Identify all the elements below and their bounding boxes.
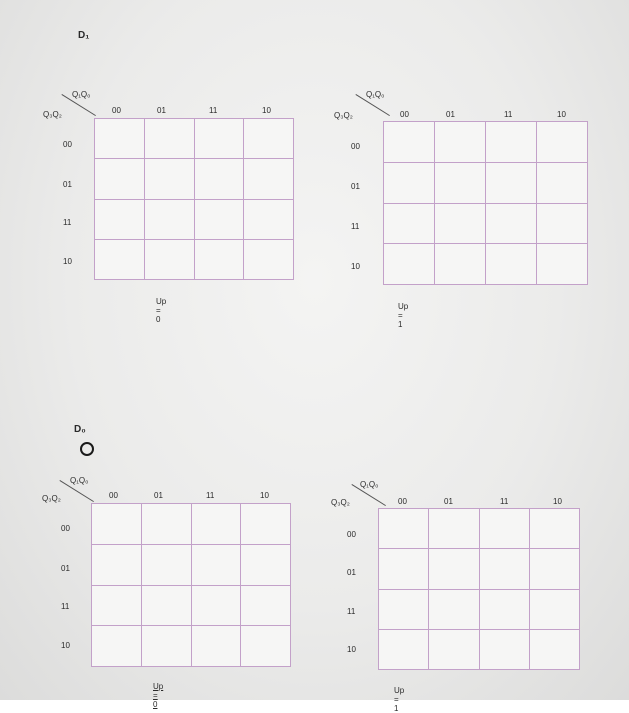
kmap-grid bbox=[91, 503, 291, 667]
kmap-cell[interactable] bbox=[191, 544, 241, 585]
col-label: 01 bbox=[446, 110, 455, 119]
col-label: 00 bbox=[398, 497, 407, 506]
kmap-cell[interactable] bbox=[194, 239, 244, 279]
kmap-cell[interactable] bbox=[92, 504, 142, 545]
kmap-cell[interactable] bbox=[435, 162, 486, 203]
up-value-label: Up = 0 bbox=[153, 682, 164, 709]
kmap-cell[interactable] bbox=[379, 509, 429, 549]
kmap-cell[interactable] bbox=[379, 549, 429, 589]
row-label: 10 bbox=[351, 262, 360, 271]
row-label: 00 bbox=[347, 530, 356, 539]
handwritten-circle-mark bbox=[80, 442, 94, 456]
row-label: 01 bbox=[63, 180, 72, 189]
col-label: 01 bbox=[444, 497, 453, 506]
kmap-cell[interactable] bbox=[241, 504, 291, 545]
col-label: 10 bbox=[557, 110, 566, 119]
kmap-corner-left-label: Q₃Q₂ bbox=[334, 111, 353, 120]
kmap-grid bbox=[378, 508, 580, 670]
kmap-cell[interactable] bbox=[435, 244, 486, 285]
kmap-cell[interactable] bbox=[95, 199, 145, 239]
kmap-cell[interactable] bbox=[479, 549, 529, 589]
col-label: 11 bbox=[500, 497, 509, 506]
kmap-corner-left-label: Q₃Q₂ bbox=[331, 498, 350, 507]
row-label: 01 bbox=[351, 182, 360, 191]
col-label: 11 bbox=[206, 491, 215, 500]
kmap-cell[interactable] bbox=[537, 122, 588, 163]
col-label: 01 bbox=[154, 491, 163, 500]
kmap-cell[interactable] bbox=[486, 122, 537, 163]
kmap-cell[interactable] bbox=[194, 119, 244, 159]
kmap-cell[interactable] bbox=[144, 119, 194, 159]
kmap-cell[interactable] bbox=[244, 119, 294, 159]
col-label: 00 bbox=[112, 106, 121, 115]
col-label: 10 bbox=[262, 106, 271, 115]
kmap-cell[interactable] bbox=[479, 509, 529, 549]
kmap-grid bbox=[94, 118, 294, 280]
kmap-cell[interactable] bbox=[529, 629, 579, 669]
kmap-cell[interactable] bbox=[144, 199, 194, 239]
kmap-cell[interactable] bbox=[144, 239, 194, 279]
kmap-corner-top-label: Q₁Q₀ bbox=[360, 480, 379, 489]
kmap-cell[interactable] bbox=[384, 203, 435, 244]
kmap-cell[interactable] bbox=[429, 629, 479, 669]
row-label: 11 bbox=[61, 602, 70, 611]
kmap-cell[interactable] bbox=[141, 544, 191, 585]
kmap-cell[interactable] bbox=[529, 589, 579, 629]
kmap-cell[interactable] bbox=[95, 119, 145, 159]
col-label: 00 bbox=[109, 491, 118, 500]
d1-title: D₁ bbox=[78, 30, 90, 41]
row-label: 11 bbox=[347, 607, 356, 616]
kmap-cell[interactable] bbox=[379, 589, 429, 629]
row-label: 01 bbox=[61, 564, 70, 573]
kmap-corner-top-label: Q₁Q₀ bbox=[72, 90, 91, 99]
row-label: 10 bbox=[63, 257, 72, 266]
kmap-corner-top-label: Q₁Q₀ bbox=[366, 90, 385, 99]
kmap-cell[interactable] bbox=[244, 199, 294, 239]
kmap-cell[interactable] bbox=[435, 203, 486, 244]
kmap-corner-left-label: Q₃Q₂ bbox=[43, 110, 62, 119]
kmap-cell[interactable] bbox=[141, 585, 191, 626]
kmap-cell[interactable] bbox=[479, 589, 529, 629]
kmap-cell[interactable] bbox=[529, 509, 579, 549]
row-label: 10 bbox=[61, 641, 70, 650]
row-label: 10 bbox=[347, 645, 356, 654]
kmap-cell[interactable] bbox=[537, 162, 588, 203]
kmap-corner-top-label: Q₁Q₀ bbox=[70, 476, 89, 485]
row-label: 11 bbox=[63, 218, 72, 227]
kmap-cell[interactable] bbox=[241, 626, 291, 667]
kmap-cell[interactable] bbox=[435, 122, 486, 163]
col-label: 10 bbox=[260, 491, 269, 500]
kmap-cell[interactable] bbox=[486, 203, 537, 244]
kmap-cell[interactable] bbox=[241, 585, 291, 626]
kmap-cell[interactable] bbox=[241, 544, 291, 585]
kmap-cell[interactable] bbox=[537, 203, 588, 244]
kmap-cell[interactable] bbox=[429, 549, 479, 589]
kmap-cell[interactable] bbox=[429, 509, 479, 549]
row-label: 00 bbox=[61, 524, 70, 533]
kmap-cell[interactable] bbox=[244, 239, 294, 279]
kmap-cell[interactable] bbox=[95, 239, 145, 279]
kmap-cell[interactable] bbox=[92, 626, 142, 667]
up-value-label: Up = 1 bbox=[394, 686, 405, 713]
kmap-cell[interactable] bbox=[92, 544, 142, 585]
row-label: 00 bbox=[63, 140, 72, 149]
col-label: 11 bbox=[209, 106, 218, 115]
kmap-cell[interactable] bbox=[479, 629, 529, 669]
row-label: 01 bbox=[347, 568, 356, 577]
kmap-cell[interactable] bbox=[529, 549, 579, 589]
col-label: 10 bbox=[553, 497, 562, 506]
kmap-cell[interactable] bbox=[141, 504, 191, 545]
kmap-cell[interactable] bbox=[486, 162, 537, 203]
kmap-cell[interactable] bbox=[384, 122, 435, 163]
col-label: 11 bbox=[504, 110, 513, 119]
kmap-grid bbox=[383, 121, 588, 285]
kmap-cell[interactable] bbox=[384, 244, 435, 285]
kmap-cell[interactable] bbox=[244, 159, 294, 199]
kmap-cell[interactable] bbox=[191, 626, 241, 667]
up-value-label: Up = 0 bbox=[156, 297, 167, 324]
kmap-cell[interactable] bbox=[384, 162, 435, 203]
kmap-cell[interactable] bbox=[194, 199, 244, 239]
kmap-cell[interactable] bbox=[486, 244, 537, 285]
d0-title: D₀ bbox=[74, 424, 86, 435]
kmap-cell[interactable] bbox=[379, 629, 429, 669]
kmap-corner-left-label: Q₃Q₂ bbox=[42, 494, 61, 503]
row-label: 11 bbox=[351, 222, 360, 231]
kmap-cell[interactable] bbox=[144, 159, 194, 199]
up-value-label: Up = 1 bbox=[398, 302, 409, 329]
col-label: 00 bbox=[400, 110, 409, 119]
row-label: 00 bbox=[351, 142, 360, 151]
kmap-cell[interactable] bbox=[191, 504, 241, 545]
kmap-cell[interactable] bbox=[141, 626, 191, 667]
kmap-cell[interactable] bbox=[95, 159, 145, 199]
kmap-cell[interactable] bbox=[429, 589, 479, 629]
kmap-cell[interactable] bbox=[194, 159, 244, 199]
kmap-cell[interactable] bbox=[92, 585, 142, 626]
col-label: 01 bbox=[157, 106, 166, 115]
kmap-cell[interactable] bbox=[537, 244, 588, 285]
kmap-cell[interactable] bbox=[191, 585, 241, 626]
